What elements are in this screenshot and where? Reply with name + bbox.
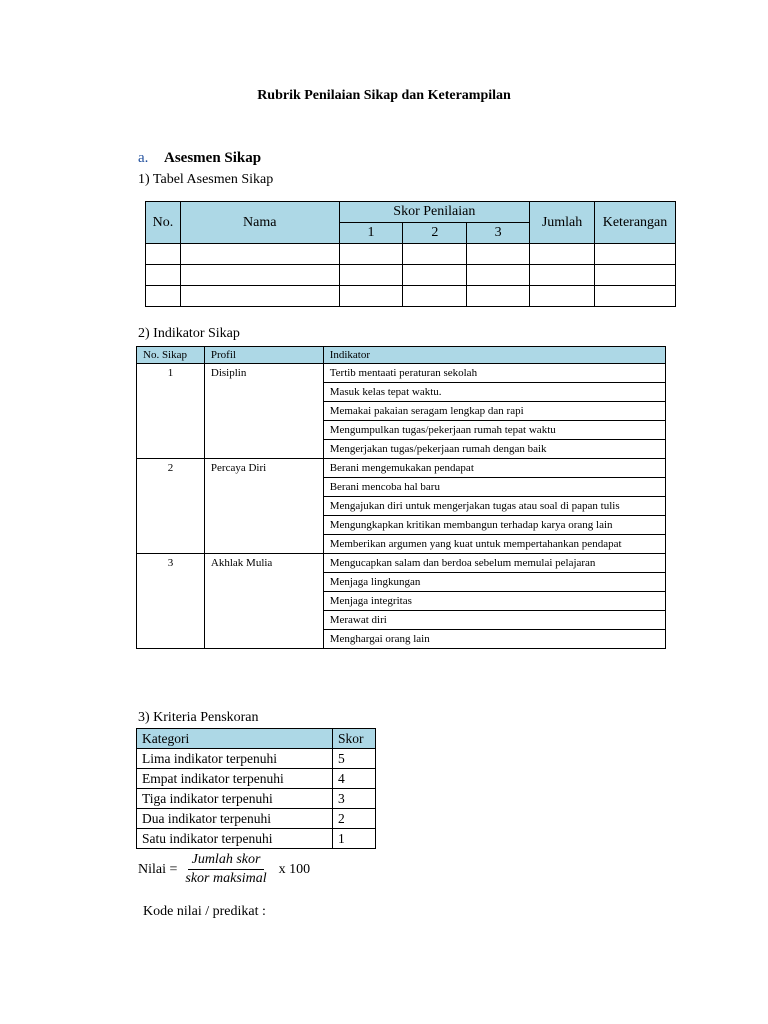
- indikator-item: Memakai pakaian seragam lengkap dan rapi: [323, 402, 665, 421]
- section-a-label: Asesmen Sikap: [164, 150, 262, 166]
- indikator-item: Tertib mentaati peraturan sekolah: [323, 364, 665, 383]
- indikator-item: Menjaga lingkungan: [323, 573, 665, 592]
- formula-denominator: skor maksimal: [185, 871, 267, 886]
- kategori-cell: Satu indikator terpenuhi: [137, 829, 333, 849]
- group-no: 3: [137, 554, 205, 649]
- header-skor-3: 3: [467, 223, 530, 244]
- group-profil: Akhlak Mulia: [204, 554, 323, 649]
- header-no: No.: [146, 202, 181, 244]
- header-skor-2: 2: [403, 223, 467, 244]
- subheading-tabel-asesmen: 1) Tabel Asesmen Sikap: [138, 172, 274, 187]
- indikator-item: Menghargai orang lain: [323, 630, 665, 649]
- table-row: [146, 244, 676, 265]
- header-jumlah: Jumlah: [530, 202, 595, 244]
- indikator-item: Berani mengemukakan pendapat: [323, 459, 665, 478]
- indikator-item: Mengajukan diri untuk mengerjakan tugas atau soal di papan tulis: [323, 497, 665, 516]
- skor-cell: 1: [333, 829, 376, 849]
- group-profil: Percaya Diri: [204, 459, 323, 554]
- group-no: 2: [137, 459, 205, 554]
- header-skor: Skor: [333, 729, 376, 749]
- indikator-item: Mengucapkan salam dan berdoa sebelum memulai pelajaran: [323, 554, 665, 573]
- formula-fraction: [181, 852, 270, 887]
- header-indikator: Indikator: [323, 347, 665, 364]
- subheading-kriteria-penskoran: 3) Kriteria Penskoran: [138, 710, 259, 725]
- header-skor-1: 1: [339, 223, 403, 244]
- table-row: [137, 809, 376, 829]
- indikator-sikap-table: [136, 346, 666, 649]
- indikator-item: Mengerjakan tugas/pekerjaan rumah dengan baik: [323, 440, 665, 459]
- document-title: Rubrik Penilaian Sikap dan Keterampilan: [257, 88, 511, 103]
- kategori-cell: Dua indikator terpenuhi: [137, 809, 333, 829]
- group-no: 1: [137, 364, 205, 459]
- header-keterangan: Keterangan: [595, 202, 676, 244]
- indikator-item: Berani mencoba hal baru: [323, 478, 665, 497]
- table-row: [137, 749, 376, 769]
- indikator-item: Menjaga integritas: [323, 592, 665, 611]
- table-row: [146, 286, 676, 307]
- table-row: [137, 829, 376, 849]
- skor-cell: 5: [333, 749, 376, 769]
- table-row: [137, 789, 376, 809]
- formula-numerator: Jumlah skor: [188, 852, 265, 870]
- asesmen-sikap-table: [145, 201, 676, 307]
- header-nama: Nama: [180, 202, 339, 244]
- header-kategori: Kategori: [137, 729, 333, 749]
- formula-lhs: Nilai =: [138, 861, 178, 877]
- section-a-heading: [138, 150, 261, 167]
- kategori-cell: Lima indikator terpenuhi: [137, 749, 333, 769]
- table-row: [137, 769, 376, 789]
- header-no-sikap: No. Sikap: [137, 347, 205, 364]
- nilai-formula: [138, 852, 310, 887]
- header-profil: Profil: [204, 347, 323, 364]
- indikator-item: Mengungkapkan kritikan membangun terhadap karya orang lain: [323, 516, 665, 535]
- formula-rhs: x 100: [278, 861, 311, 877]
- skor-cell: 4: [333, 769, 376, 789]
- kode-nilai-label: Kode nilai / predikat :: [143, 904, 266, 919]
- indikator-item: Mengumpulkan tugas/pekerjaan rumah tepat waktu: [323, 421, 665, 440]
- skor-cell: 3: [333, 789, 376, 809]
- header-skor-penilaian: Skor Penilaian: [339, 202, 530, 223]
- indikator-item: Masuk kelas tepat waktu.: [323, 383, 665, 402]
- kategori-cell: Tiga indikator terpenuhi: [137, 789, 333, 809]
- group-profil: Disiplin: [204, 364, 323, 459]
- subheading-indikator-sikap: 2) Indikator Sikap: [138, 326, 240, 341]
- indikator-item: Merawat diri: [323, 611, 665, 630]
- section-a-letter: a.: [138, 150, 149, 166]
- skor-cell: 2: [333, 809, 376, 829]
- kriteria-penskoran-table: [136, 728, 376, 849]
- table-row: [146, 265, 676, 286]
- indikator-item: Memberikan argumen yang kuat untuk mempertahankan pendapat: [323, 535, 665, 554]
- kategori-cell: Empat indikator terpenuhi: [137, 769, 333, 789]
